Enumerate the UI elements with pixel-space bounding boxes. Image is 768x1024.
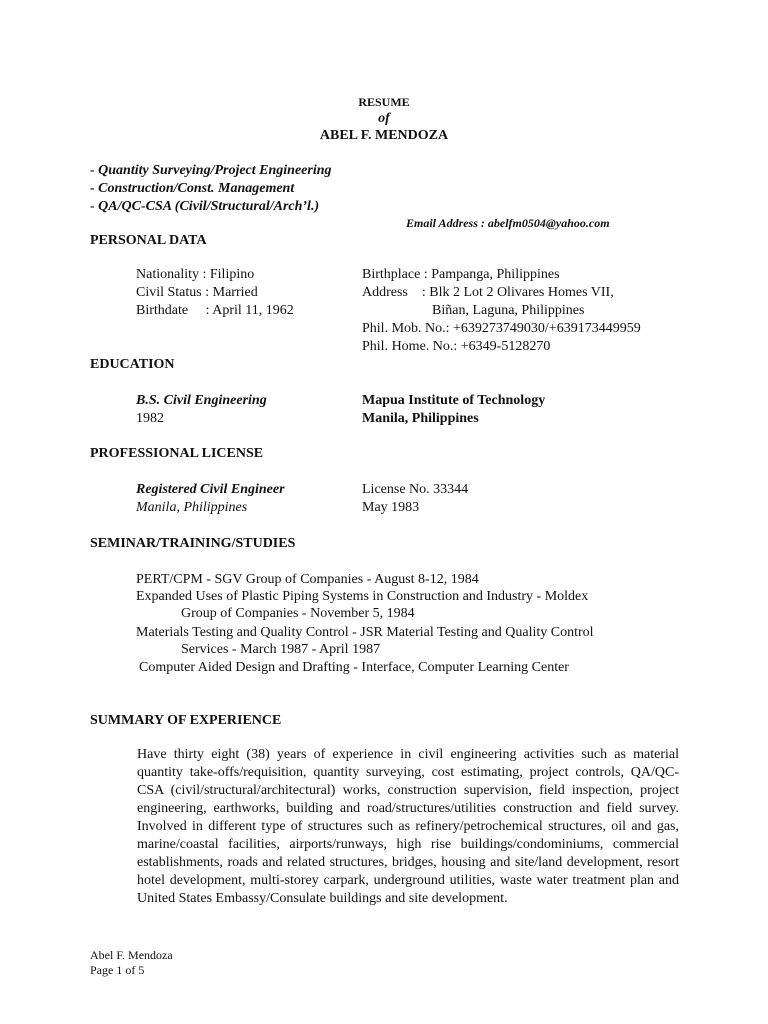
personal-data-heading: PERSONAL DATA — [90, 233, 207, 248]
education-heading: EDUCATION — [90, 357, 175, 372]
footer-name: Abel F. Mendoza — [90, 948, 173, 962]
address-line-2: Biñan, Laguna, Philippines — [432, 303, 585, 318]
school-location: Manila, Philippines — [362, 411, 479, 426]
license-location: Manila, Philippines — [136, 500, 248, 515]
resume-label: RESUME — [358, 95, 410, 109]
degree: B.S. Civil Engineering — [136, 393, 267, 408]
seminar-heading: SEMINAR/TRAINING/STUDIES — [90, 536, 296, 551]
home-number: Phil. Home. No.: +6349-5128270 — [362, 339, 551, 354]
seminar-line: Computer Aided Design and Drafting - Interface, Computer Learning Center — [139, 660, 569, 675]
seminar-line: PERT/CPM - SGV Group of Companies - August 8-12, 1984 — [136, 572, 479, 587]
address-line-1: Address : Blk 2 Lot 2 Olivares Homes VII, — [362, 285, 614, 300]
seminar-line: Expanded Uses of Plastic Piping Systems in Construction and Industry - Moldex — [136, 589, 589, 604]
birthplace: Birthplace : Pampanga, Philippines — [362, 267, 560, 282]
license-title: Registered Civil Engineer — [136, 482, 285, 497]
seminar-line: Services - March 1987 - April 1987 — [181, 642, 381, 657]
license-number: License No. 33344 — [362, 482, 469, 497]
email-address: Email Address : abelfm0504@yahoo.com — [406, 216, 610, 230]
mobile-number: Phil. Mob. No.: +639273749030/+639173449959 — [362, 321, 641, 336]
summary-heading: SUMMARY OF EXPERIENCE — [90, 713, 282, 728]
nationality: Nationality : Filipino — [136, 267, 255, 282]
specialty-2: - Construction/Const. Management — [90, 181, 295, 196]
footer-page-number: Page 1 of 5 — [90, 963, 145, 977]
candidate-name: ABEL F. MENDOZA — [319, 128, 449, 143]
school-name: Mapua Institute of Technology — [362, 393, 546, 408]
license-heading: PROFESSIONAL LICENSE — [90, 446, 264, 461]
specialty-1: - Quantity Surveying/Project Engineering — [90, 163, 332, 178]
seminar-line: Materials Testing and Quality Control - JSR Material Testing and Quality Control — [136, 625, 594, 640]
license-date: May 1983 — [362, 500, 420, 515]
civil-status: Civil Status : Married — [136, 285, 258, 300]
graduation-year: 1982 — [136, 411, 164, 426]
summary-text: Have thirty eight (38) years of experience in civil engineering activities such as material quantity take-offs/requisition, quantity surveying, cost estimating, project controls, QA/QC-CSA (civil/structural/architectural) works, construction supervision, field inspection, project engineering, earthworks, building and road/structures/utilities construction and field survey. Involved in different type of structures such as refinery/petrochemical structures, oil and gas, marine/coastal facilities, airports/runways, high rise buildings/condominiums, commercial establishments, roads and related structures, bridges, housing and site/land development, resort hotel development, multi-storey carpark, underground utilities, waste water treatment plan and United States Embassy/Consulate buildings and site development. — [137, 747, 679, 906]
specialty-3: - QA/QC-CSA (Civil/Structural/Arch’l.) — [90, 199, 320, 214]
birthdate: Birthdate : April 11, 1962 — [136, 303, 294, 318]
seminar-line: Group of Companies - November 5, 1984 — [181, 606, 415, 621]
of-label: of — [378, 111, 390, 126]
